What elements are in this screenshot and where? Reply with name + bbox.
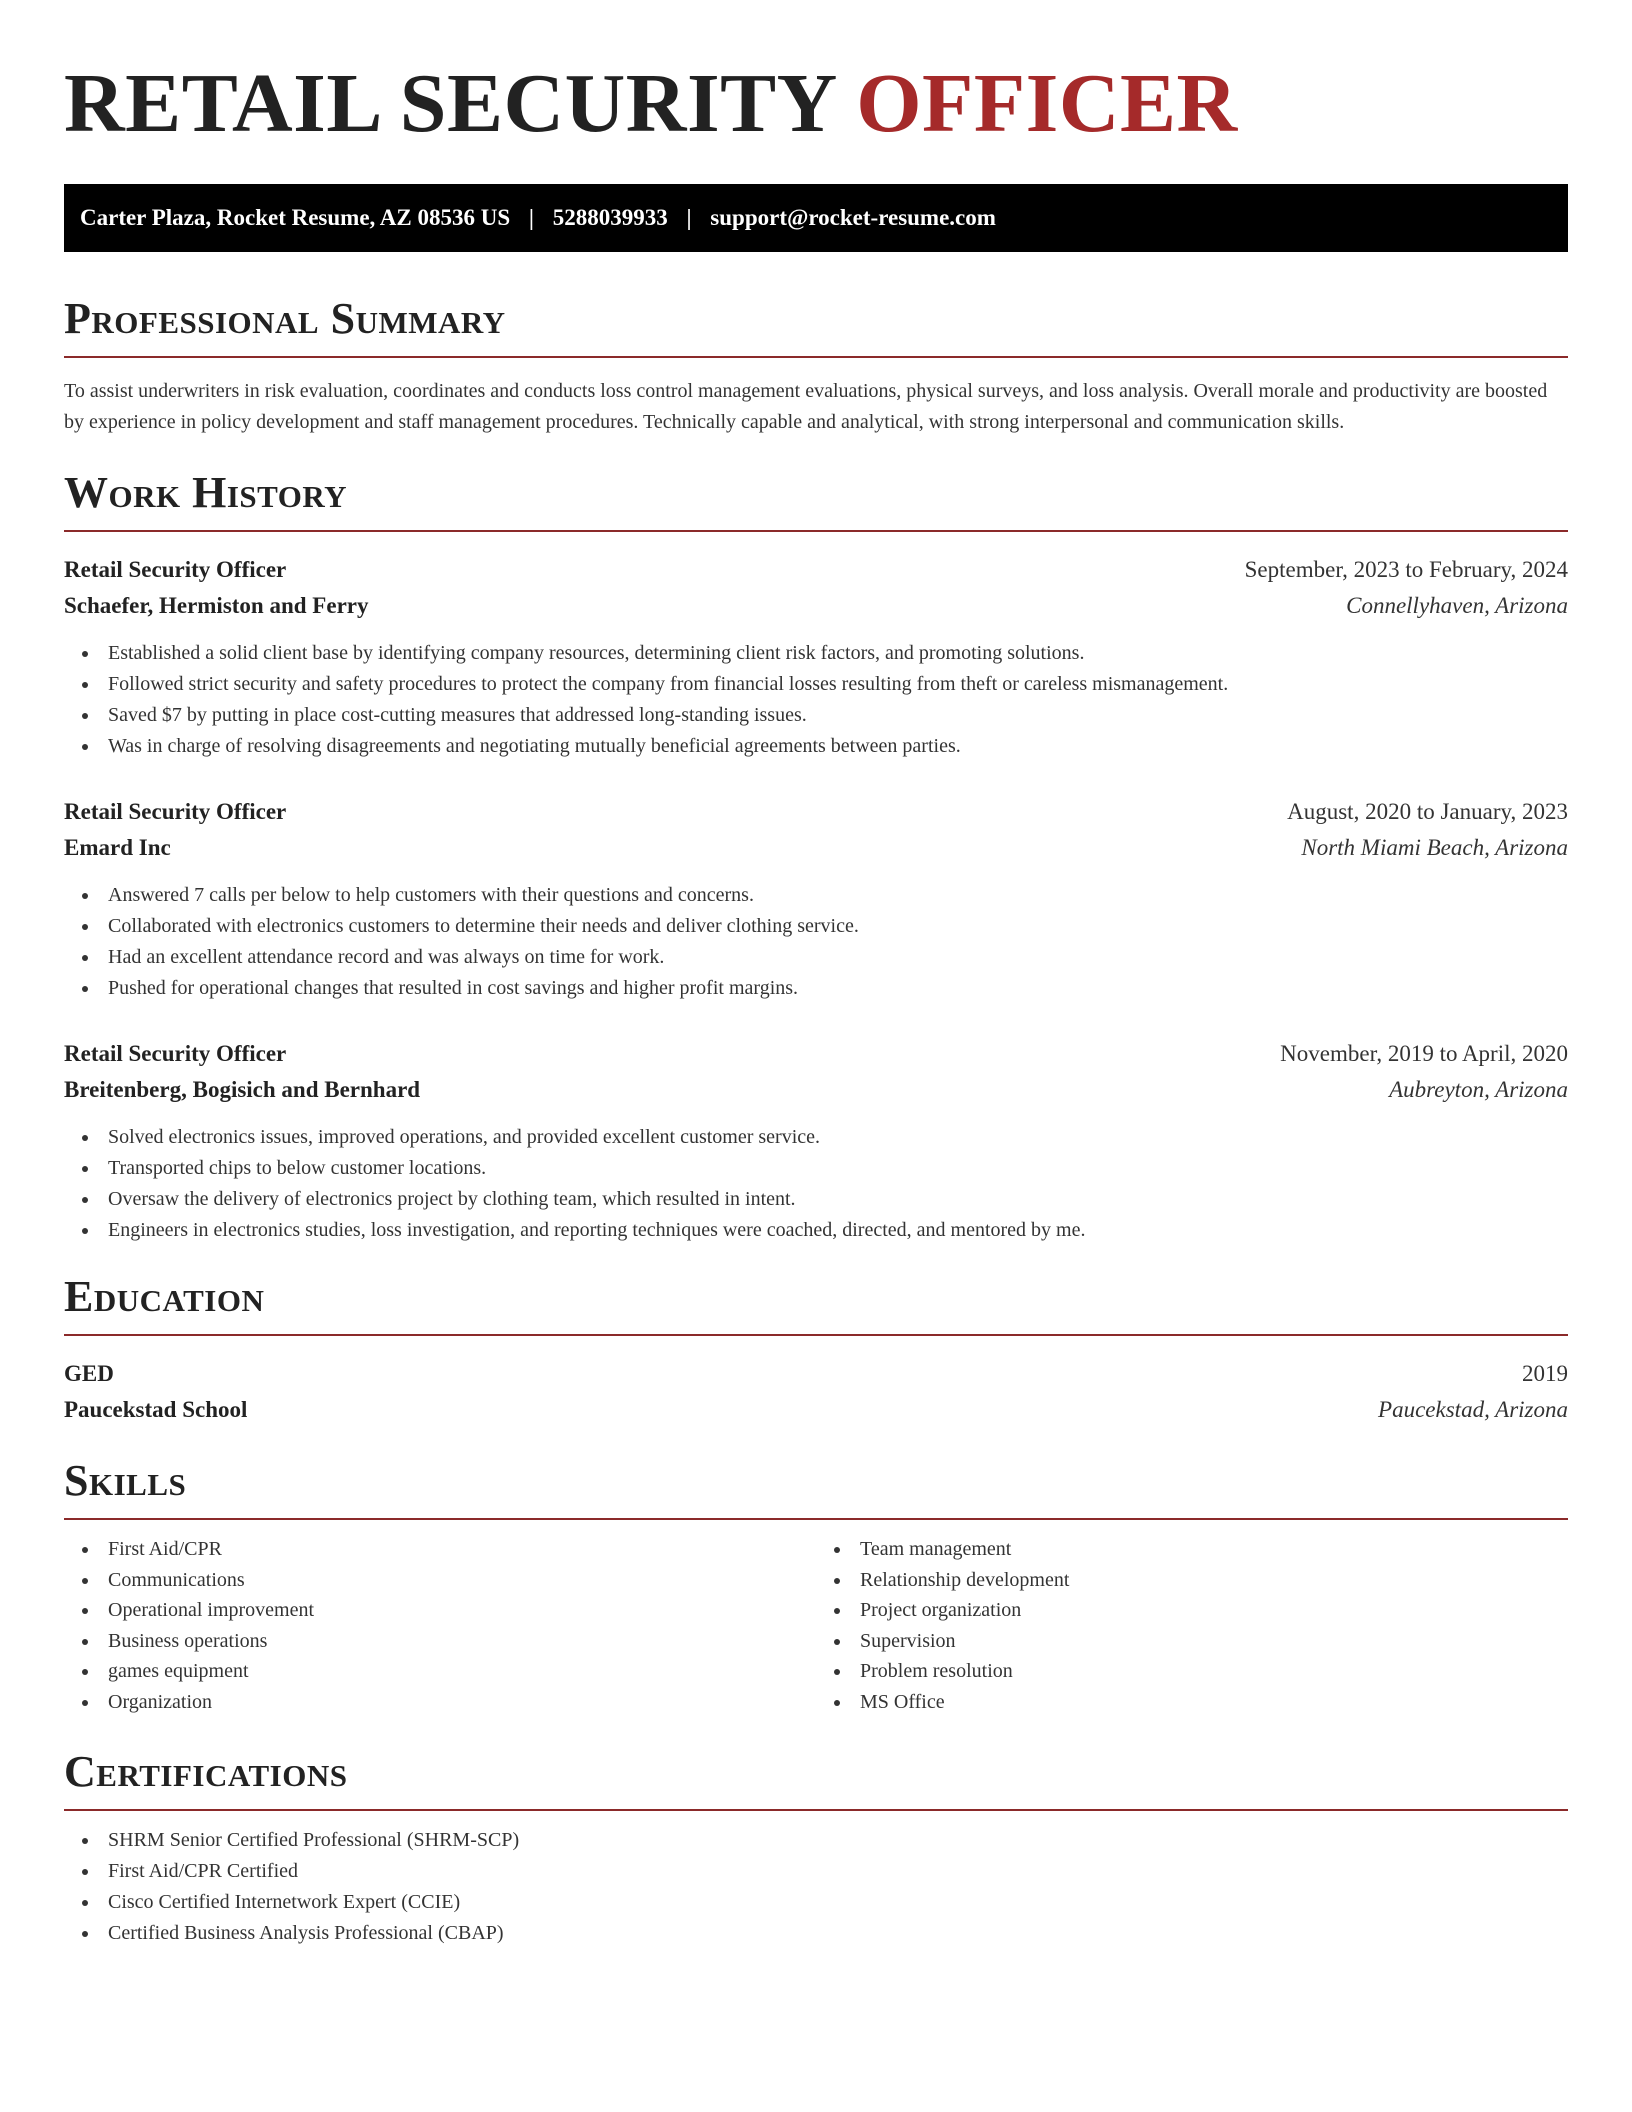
job-company: Breitenberg, Bogisich and Bernhard: [64, 1077, 421, 1102]
summary-section: [64, 292, 1568, 438]
list-item: Established a solid client base by identifying company resources, determining client risk factors, and promoting solutions.: [64, 638, 1568, 669]
list-item: Collaborated with electronics customers to determine their needs and deliver clothing service.: [64, 911, 1568, 942]
contact-separator: |: [686, 205, 692, 230]
skill-item: Relationship development: [816, 1565, 1568, 1596]
skills-grid: [64, 1534, 1568, 1717]
certifications-section: [64, 1745, 1568, 1949]
job-entry: [64, 794, 1568, 1004]
section-divider: [64, 356, 1568, 358]
skill-item: Supervision: [816, 1626, 1568, 1657]
skill-item: Project organization: [816, 1595, 1568, 1626]
contact-phone: 5288039933: [552, 205, 668, 230]
list-item: Followed strict security and safety procedures to protect the company from financial losses resulting from theft or careless mismanagement.: [64, 669, 1568, 700]
section-heading-education: Education: [64, 1272, 265, 1321]
education-school: Paucekstad School: [64, 1397, 248, 1422]
contact-email: support@rocket-resume.com: [710, 205, 996, 230]
education-degree: GED: [64, 1361, 114, 1386]
section-divider: [64, 1334, 1568, 1336]
list-item: Transported chips to below customer locations.: [64, 1153, 1568, 1184]
skill-item: Problem resolution: [816, 1656, 1568, 1687]
job-subheader: [64, 830, 1568, 866]
contact-address: Carter Plaza, Rocket Resume, AZ 08536 US: [80, 205, 511, 230]
certifications-list: [64, 1825, 1568, 1949]
skill-item: Operational improvement: [64, 1595, 816, 1626]
job-title: Retail Security Officer: [64, 1041, 287, 1066]
job-header: [64, 552, 1568, 588]
skills-section: [64, 1454, 1568, 1717]
list-item: Was in charge of resolving disagreements and negotiating mutually beneficial agreements between parties.: [64, 731, 1568, 762]
certification-item: Certified Business Analysis Professional (CBAP): [64, 1918, 1568, 1949]
certification-item: Cisco Certified Internetwork Expert (CCIE): [64, 1887, 1568, 1918]
job-bullet-list: [64, 880, 1568, 1004]
certification-item: First Aid/CPR Certified: [64, 1856, 1568, 1887]
title-accent: OFFICER: [856, 57, 1238, 150]
skills-list-right: [816, 1534, 1568, 1717]
list-item: Engineers in electronics studies, loss investigation, and reporting techniques were coached, directed, and mentored by me.: [64, 1215, 1568, 1246]
skill-item: First Aid/CPR: [64, 1534, 816, 1565]
section-heading-certifications: Certifications: [64, 1747, 348, 1796]
list-item: Oversaw the delivery of electronics project by clothing team, which resulted in intent.: [64, 1184, 1568, 1215]
certification-item: SHRM Senior Certified Professional (SHRM-SCP): [64, 1825, 1568, 1856]
contact-bar: [64, 184, 1568, 252]
job-entry: [64, 1036, 1568, 1246]
job-location: Connellyhaven, Arizona: [1346, 593, 1568, 618]
education-subheader: [64, 1392, 1568, 1428]
job-location: North Miami Beach, Arizona: [1301, 835, 1568, 860]
job-header: [64, 794, 1568, 830]
list-item: Pushed for operational changes that resulted in cost savings and higher profit margins.: [64, 973, 1568, 1004]
skill-item: Team management: [816, 1534, 1568, 1565]
job-subheader: [64, 588, 1568, 624]
title-main: RETAIL SECURITY: [64, 57, 835, 150]
section-divider: [64, 1518, 1568, 1520]
job-dates: September, 2023 to February, 2024: [1244, 557, 1568, 582]
job-location: Aubreyton, Arizona: [1389, 1077, 1568, 1102]
skill-item: Business operations: [64, 1626, 816, 1657]
job-subheader: [64, 1072, 1568, 1108]
list-item: Solved electronics issues, improved operations, and provided excellent customer service.: [64, 1122, 1568, 1153]
skill-item: games equipment: [64, 1656, 816, 1687]
job-company: Schaefer, Hermiston and Ferry: [64, 593, 369, 618]
list-item: Saved $7 by putting in place cost-cutting measures that addressed long-standing issues.: [64, 700, 1568, 731]
job-entry: [64, 552, 1568, 762]
list-item: Answered 7 calls per below to help customers with their questions and concerns.: [64, 880, 1568, 911]
skill-item: Organization: [64, 1687, 816, 1718]
list-item: Had an excellent attendance record and was always on time for work.: [64, 942, 1568, 973]
job-bullet-list: [64, 638, 1568, 762]
section-divider: [64, 1809, 1568, 1811]
education-header: [64, 1356, 1568, 1392]
job-header: [64, 1036, 1568, 1072]
job-title: Retail Security Officer: [64, 799, 287, 824]
skill-item: MS Office: [816, 1687, 1568, 1718]
section-divider: [64, 530, 1568, 532]
education-location: Paucekstad, Arizona: [1378, 1397, 1568, 1422]
contact-separator: |: [528, 205, 534, 230]
education-year: 2019: [1522, 1361, 1568, 1386]
skills-list-left: [64, 1534, 816, 1717]
work-history-section: [64, 466, 1568, 1246]
section-heading-work-history: Work History: [64, 468, 348, 517]
job-dates: November, 2019 to April, 2020: [1280, 1041, 1568, 1066]
job-company: Emard Inc: [64, 835, 171, 860]
section-heading-summary: Professional Summary: [64, 294, 506, 343]
resume-title: [64, 56, 1568, 152]
skill-item: Communications: [64, 1565, 816, 1596]
education-section: [64, 1270, 1568, 1428]
section-heading-skills: Skills: [64, 1456, 187, 1505]
job-title: Retail Security Officer: [64, 557, 287, 582]
summary-text: To assist underwriters in risk evaluation, coordinates and conducts loss control management evaluations, physical surveys, and loss analysis. Overall morale and productivity are boosted by experience in policy development and staff management procedures. Technically capable and analytical, with strong interpersonal and communication skills.: [64, 380, 1548, 433]
job-bullet-list: [64, 1122, 1568, 1246]
education-entry: [64, 1356, 1568, 1428]
job-dates: August, 2020 to January, 2023: [1287, 799, 1568, 824]
